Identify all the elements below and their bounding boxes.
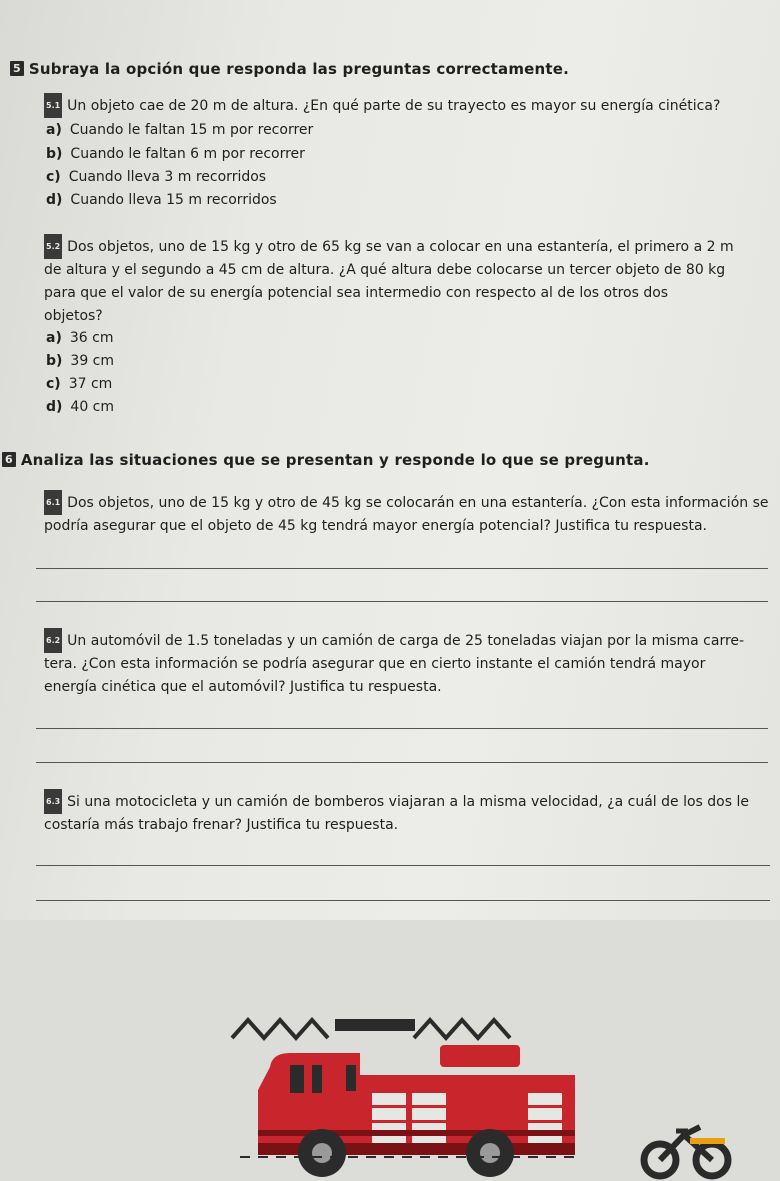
question-6-3-number: 6.3 xyxy=(44,789,62,814)
section-6-heading xyxy=(2,451,650,469)
option-5-2-b[interactable]: b) 39 cm xyxy=(46,353,115,369)
question-5-1-number: 5.1 xyxy=(44,93,62,118)
fire-truck-and-bike-illustration xyxy=(0,905,780,1181)
answer-line-6-1-a[interactable] xyxy=(36,568,768,569)
answer-line-6-1-b[interactable] xyxy=(36,601,768,602)
answer-line-6-3-a[interactable] xyxy=(36,865,770,866)
question-6-2: 6.2 Un automóvil de 1.5 toneladas y un camión de carga de 25 toneladas viajan por la misma carre- tera. ¿Con esta información se podría asegurar que en cierto instante el camión tendrá mayor energía cinética que el automóvil? Justifica tu respuesta. xyxy=(44,628,774,699)
question-5-1-text: Un objeto cae de 20 m de altura. ¿En qué parte de su trayecto es mayor su energía cinética? xyxy=(67,98,721,114)
answer-line-6-2-b[interactable] xyxy=(36,762,768,763)
question-6-2-number: 6.2 xyxy=(44,628,62,653)
option-5-1-d[interactable]: d) Cuando lleva 15 m recorridos xyxy=(46,192,277,208)
option-5-2-c[interactable]: c) 37 cm xyxy=(46,376,113,392)
option-5-2-d[interactable]: d) 40 cm xyxy=(46,399,115,415)
question-5-1 xyxy=(44,93,720,118)
answer-line-6-3-b[interactable] xyxy=(36,900,770,901)
section-5-number: 5 xyxy=(10,61,24,76)
question-6-3: 6.3 Si una motocicleta y un camión de bomberos viajaran a la misma velocidad, ¿a cuál de los dos le costaría más trabajo frenar? Justifica tu respuesta. xyxy=(44,789,774,837)
section-5-heading xyxy=(10,60,569,78)
option-5-1-b[interactable]: b) Cuando le faltan 6 m por recorrer xyxy=(46,146,305,162)
option-5-1-c[interactable]: c) Cuando lleva 3 m recorridos xyxy=(46,169,267,185)
section-6-title: Analiza las situaciones que se presentan y responde lo que se pregunta. xyxy=(20,451,650,469)
question-6-1: 6.1 Dos objetos, uno de 15 kg y otro de 45 kg se colocarán en una estantería. ¿Con esta información se podría asegurar que el objeto de 45 kg tendrá mayor energía potencial? Justifica tu respuesta. xyxy=(44,490,774,538)
section-6-number: 6 xyxy=(2,452,16,467)
answer-line-6-2-a[interactable] xyxy=(36,728,768,729)
option-5-2-a[interactable]: a) 36 cm xyxy=(46,330,114,346)
section-5-title: Subraya la opción que responda las preguntas correctamente. xyxy=(28,60,570,78)
option-5-1-a[interactable]: a) Cuando le faltan 15 m por recorrer xyxy=(46,122,314,138)
question-5-2-number: 5.2 xyxy=(44,234,62,259)
question-5-2: 5.2 Dos objetos, uno de 15 kg y otro de 65 kg se van a colocar en una estantería, el primero a 2 m de altura y el segundo a 45 cm de altura. ¿A qué altura debe colocarse un tercer objeto de 80 kg para que el valor de su energía potencial sea intermedio con respecto al de los otros dos objetos? xyxy=(44,234,774,328)
question-6-1-number: 6.1 xyxy=(44,490,62,515)
